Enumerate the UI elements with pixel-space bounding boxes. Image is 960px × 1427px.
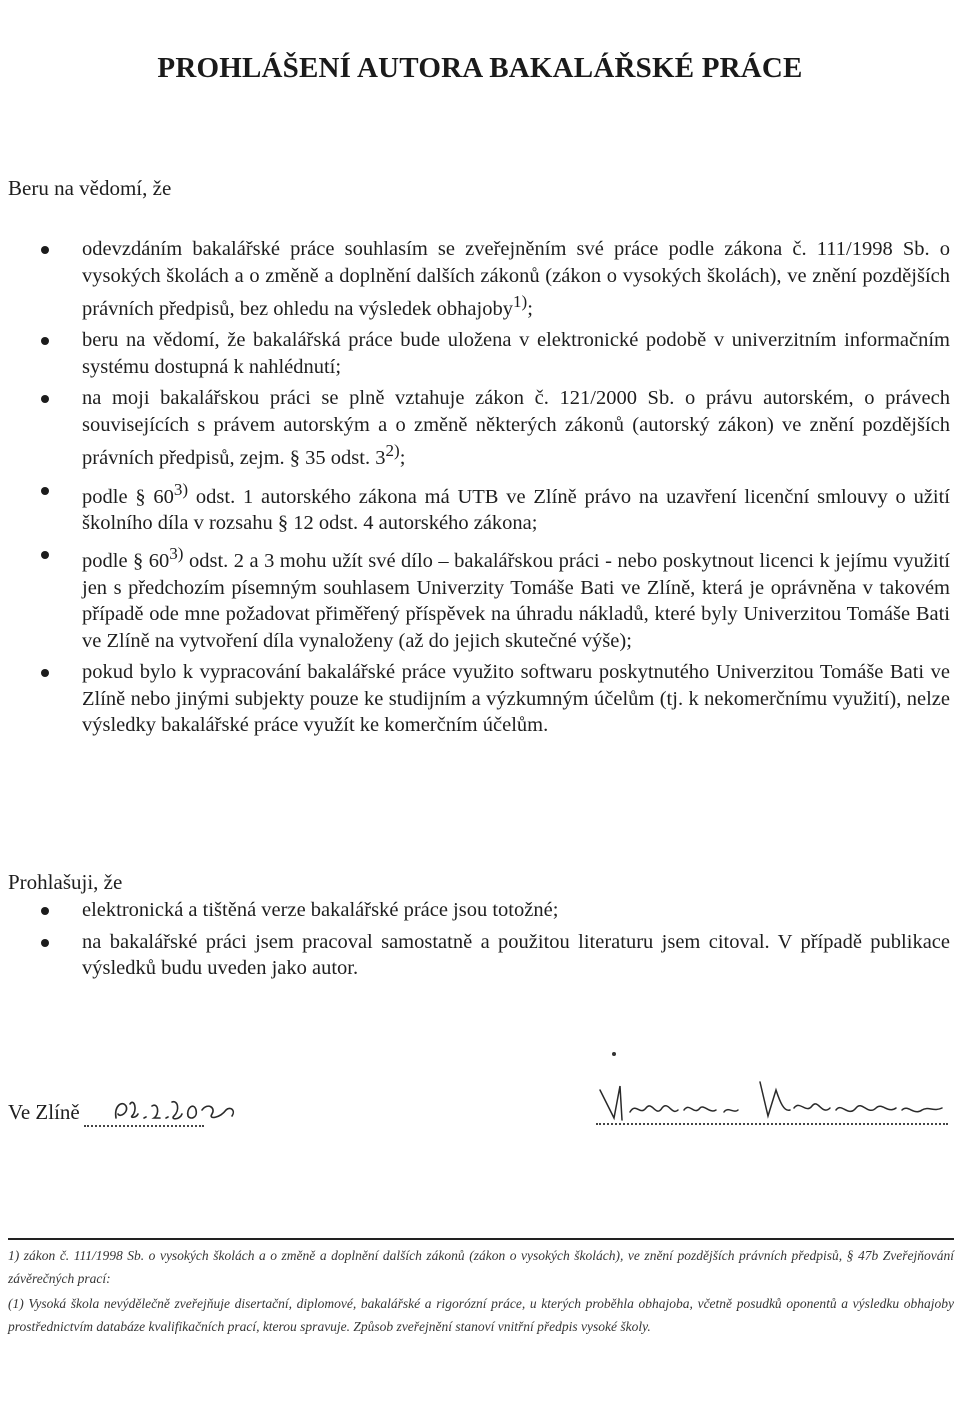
footnotes xyxy=(8,1244,954,1338)
stray-dot xyxy=(612,1052,616,1056)
signature xyxy=(592,1072,952,1142)
declaration-intro: Prohlašuji, že xyxy=(8,870,123,894)
handwritten-date xyxy=(108,1080,248,1130)
footnote-1: 1) zákon č. 111/1998 Sb. o vysokých školách a o změně a doplnění dalších zákonů (zákon o vysokých školách), ve znění pozdějších právních předpisů, § 47b Zveřejňování závěrečných prací: xyxy=(8,1248,954,1286)
footnote-2: (1) Vysoká škola nevýdělečně zveřejňuje disertační, diplomové, bakalářské a rigorózní práce, u kterých proběhla obhajoba, včetně posudků oponentů a výsledku obhajoby prostřednictvím databáze kvalifikačních prací, kterou spravuje. Způsob zveřejnění stanoví vnitřní předpis vysoké školy. xyxy=(8,1296,954,1334)
list-item: na bakalářské práci jsem pracoval samostatně a použitou literaturu jsem citoval. V případě publikace výsledků budu uveden jako autor. xyxy=(40,929,950,982)
document-title: PROHLÁŠENÍ AUTORA BAKALÁŘSKÉ PRÁCE xyxy=(157,52,803,84)
bullet-icon xyxy=(41,551,49,559)
list-item: podle § 60$^{3)}$ odst. 1 autorského zákona má UTB ve Zlíně právo na uzavření licenční smlouvy o užití školního díla v rozsahu § 12 odst. 4 autorského zákona; xyxy=(40,477,950,537)
list-item: odevzdáním bakalářské práce souhlasím se zveřejněním své práce podle zákona č. 111/1998 Sb. o vysokých školách a o změně a doplnění dalších zákonů (zákon o vysokých školách), ve znění pozdějších právních předpisů, bez ohledu na výsledek obhajoby$^{1)}$; xyxy=(40,236,950,322)
bullet-icon xyxy=(41,907,49,915)
bullet-icon xyxy=(41,246,49,254)
acknowledgement-list xyxy=(40,236,950,744)
bullet-icon xyxy=(41,337,49,345)
list-item: beru na vědomí, že bakalářská práce bude uložena v elektronické podobě v univerzitním informačním systému dostupná k nahlédnutí; xyxy=(40,327,950,380)
list-item: podle § 60$^{3)}$ odst. 2 a 3 mohu užít své dílo – bakalářskou práci - nebo poskytnout licenci k jejímu využití jen s předchozím písemným souhlasem Univerzity Tomáše Bati ve Zlíně, která je oprávněna v takovém případě ode mne požadovat přiměřený příspěvek na úhradu nákladů, které byly Univerzitou Tomáše Bati ve Zlíně na vytvoření díla vynaloženy (až do jejich skutečné výše); xyxy=(40,541,950,654)
bullet-icon xyxy=(41,939,49,947)
bullet-icon xyxy=(41,487,49,495)
acknowledgement-intro: Beru na vědomí, že xyxy=(8,176,172,200)
declaration-list xyxy=(40,897,950,987)
bullet-icon xyxy=(41,669,49,677)
list-item: elektronická a tištěná verze bakalářské práce jsou totožné; xyxy=(40,897,950,924)
place-label: Ve Zlíně xyxy=(8,1100,80,1124)
footnote-rule xyxy=(8,1238,954,1240)
bullet-icon xyxy=(41,395,49,403)
list-item: na moji bakalářskou práci se plně vztahuje zákon č. 121/2000 Sb. o právu autorském, o právech souvisejících s právem autorským a o změně některých zákonů (autorský zákon) ve znění pozdějších právních předpisů, zejm. § 35 odst. 3$^{2)}$; xyxy=(40,385,950,471)
list-item: pokud bylo k vypracování bakalářské práce využito softwaru poskytnutého Univerzitou Tomáše Bati ve Zlíně nebo jinými subjekty pouze ke studijním a výzkumným účelům (tj. k nekomerčnímu využití), nelze výsledky bakalářské práce využít ke komerčním účelům. xyxy=(40,659,950,739)
